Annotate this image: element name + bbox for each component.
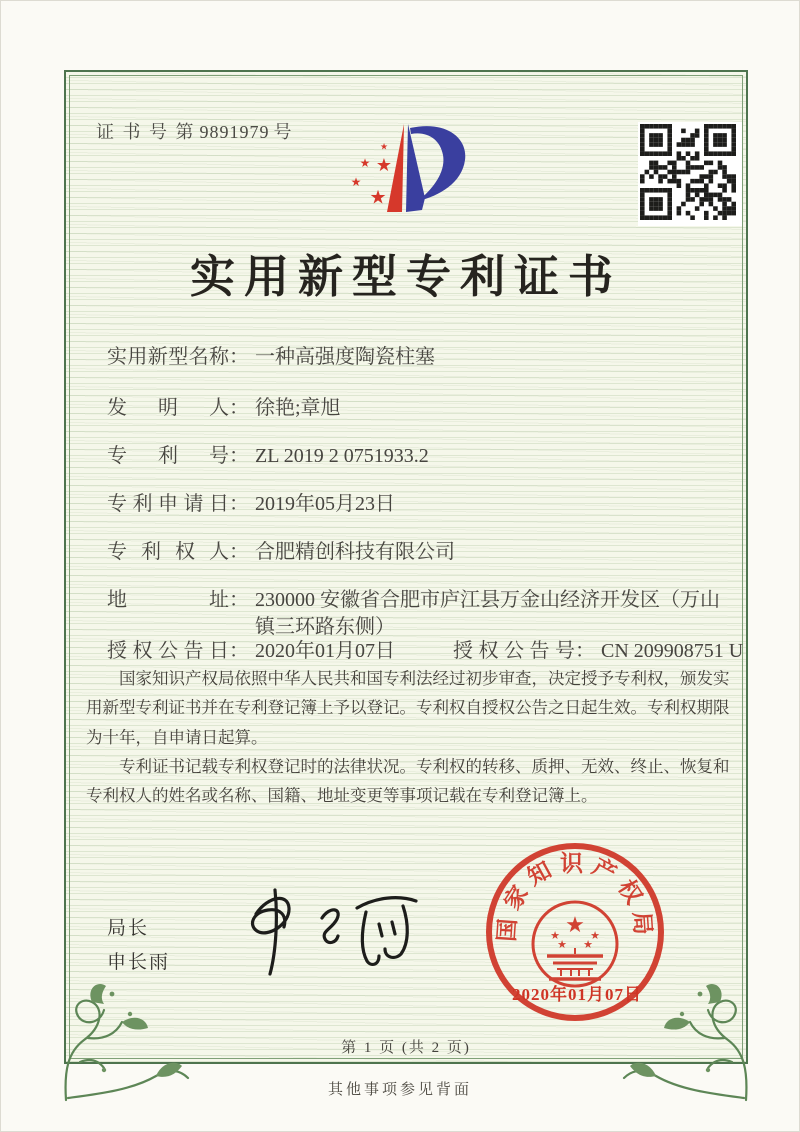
field-label: 发明人 <box>107 397 229 419</box>
legal-paragraph-2: 专利证书记载专利权登记时的法律状况。专利权的转移、质押、无效、终止、恢复和专利权人的姓名或名称、国籍、地址变更等事项记载在专利登记簿上。 <box>86 757 730 806</box>
field-row-patent-number <box>107 443 429 470</box>
field-colon: ： <box>229 589 249 611</box>
certificate-number <box>96 118 294 144</box>
cnipa-patent-logo <box>332 100 482 232</box>
field-value: 2019年05月23日 <box>255 493 395 515</box>
certificate-title: 实用新型专利证书 <box>189 252 622 302</box>
logo-star-icon: ★ <box>379 141 389 152</box>
emblem-small-star-icon: ★ <box>583 939 593 951</box>
field-row-filing-date <box>107 491 395 518</box>
field-value: 徐艳;章旭 <box>255 397 341 419</box>
field-row-patentee <box>107 539 455 566</box>
field-row-utility-model-name <box>107 344 435 371</box>
qr-code-pattern <box>640 124 736 220</box>
commissioner-signature <box>226 878 436 983</box>
field-label: 实用新型名称 <box>107 346 229 368</box>
field-label: 专利申请日 <box>107 493 229 515</box>
legal-text <box>86 664 730 811</box>
certificate-number-prefix: 证 书 号 第 <box>96 122 196 142</box>
page-indicator: 第 1 页 (共 2 页) <box>341 1040 471 1056</box>
grant-number-value: CN 209908751 U <box>601 640 744 662</box>
field-colon: ： <box>575 640 595 662</box>
field-label: 授权公告日 <box>107 640 229 662</box>
logo-star-icon: ★ <box>375 155 393 175</box>
grant-date-value: 2020年01月07日 <box>255 640 395 662</box>
grant-number-pair <box>453 638 743 665</box>
emblem-big-star-icon: ★ <box>565 912 585 937</box>
field-colon: ： <box>229 397 249 419</box>
ornament-leaves <box>90 984 182 1077</box>
qr-code <box>638 122 742 226</box>
signer-name: 申长雨 <box>107 952 171 973</box>
patent-logo-p-icon <box>332 100 482 232</box>
legal-paragraph-1: 国家知识产权局依照中华人民共和国专利法经过初步审查，决定授予专利权，颁发实用新型专利证书并在专利登记簿上予以登记。专利权自授权公告之日起生效。专利权期限为十年，自申请日起算。 <box>86 669 730 747</box>
field-value: 合肥精创科技有限公司 <box>255 541 455 563</box>
ornament-leaves <box>630 984 722 1077</box>
emblem-small-star-icon: ★ <box>557 939 567 951</box>
seal-arc-text: 国家知识产权局 <box>494 851 656 943</box>
signer-title: 局长 <box>107 918 150 939</box>
field-value: ZL 2019 2 0751933.2 <box>255 445 429 467</box>
logo-star-icon: ★ <box>359 156 371 170</box>
field-label: 专利权人 <box>107 541 229 563</box>
field-label: 专利号 <box>107 445 229 467</box>
field-colon: ： <box>229 346 249 368</box>
certificate-number-value: 9891979 <box>199 122 270 142</box>
logo-star-icon: ★ <box>369 187 387 209</box>
field-value: 230000 安徽省合肥市庐江县万金山经济开发区（万山镇三环路东侧） <box>255 589 720 638</box>
field-label: 授权公告号 <box>453 640 575 662</box>
field-row-address <box>107 587 725 641</box>
grant-date-pair <box>107 638 395 665</box>
signer-block <box>107 912 170 980</box>
emblem-small-star-icon: ★ <box>590 930 600 942</box>
field-colon: ： <box>229 493 249 515</box>
certificate-frame <box>64 70 748 1064</box>
emblem-gate <box>547 948 603 979</box>
seal-date: 2020年01月07日 <box>512 985 642 1004</box>
certificate-number-suffix: 号 <box>273 122 294 142</box>
field-label: 地址 <box>107 589 229 611</box>
field-value: 一种高强度陶瓷柱塞 <box>255 346 435 368</box>
field-colon: ： <box>229 445 249 467</box>
emblem-small-star-icon: ★ <box>550 930 560 942</box>
field-row-grant <box>107 638 743 665</box>
back-note: 其他事项参见背面 <box>327 1082 472 1098</box>
signature-strokes-icon <box>226 878 436 983</box>
field-colon: ： <box>229 541 249 563</box>
field-row-inventor <box>107 395 341 422</box>
logo-star-icon: ★ <box>350 175 362 189</box>
field-colon: ： <box>229 640 249 662</box>
